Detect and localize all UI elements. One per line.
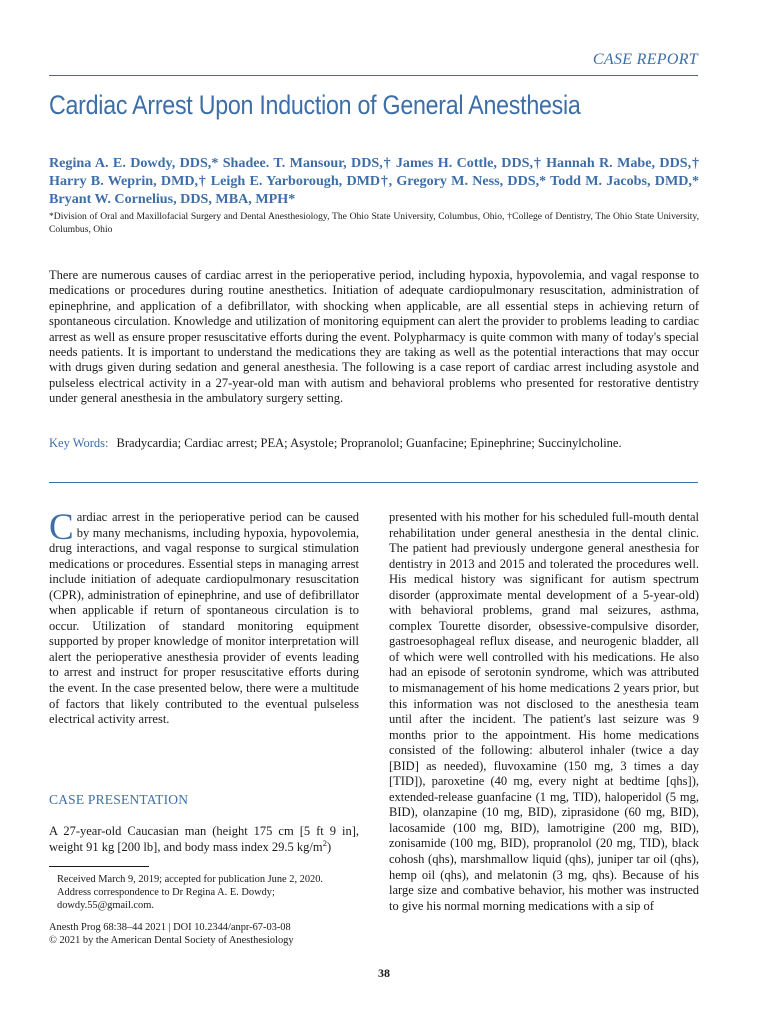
correspondence-note: Address correspondence to Dr Regina A. E. Dowdy; dowdy.55@gmail.com. bbox=[57, 887, 275, 911]
section-heading: CASE PRESENTATION bbox=[49, 792, 189, 807]
footnotes bbox=[49, 873, 359, 912]
keywords-list: Bradycardia; Cardiac arrest; PEA; Asystole; Propranolol; Guanfacine; Epinephrine; Succinylcholine. bbox=[116, 436, 622, 450]
abstract: There are numerous causes of cardiac arrest in the perioperative period, including hypoxia, hypovolemia, and vagal response to medications or procedures during routine anesthetics. Initiation of adequate cardiopulmonary resuscitation, administration of epinephrine, and application of a defibrillator, with shocking when applicable, are all essential steps in achieving return of spontaneous circulation. Knowledge and utilization of monitoring equipment can alert the provider to problems leading to cardiac arrest as well as ensure proper resuscitative efforts during the event. Polypharmacy is quite common with many of today's special needs patients. It is important to understand the medications they are taking as well as the potential interactions that may occur with drugs given during sedation and general anesthesia. The following is a case report of cardiac arrest including asystole and pulseless electrical activity in a 27-year-old man with autism and behavioral problems who presented for restorative dentistry under general anesthesia in the ambulatory surgery setting. bbox=[49, 268, 699, 406]
affiliations: *Division of Oral and Maxillofacial Surgery and Dental Anesthesiology, The Ohio State University, Columbus, Ohio, †College of Dentistry, The Ohio State University, Columbus, Ohio bbox=[49, 211, 699, 235]
drop-cap: C bbox=[49, 507, 74, 548]
article-title: Cardiac Arrest Upon Induction of General Anesthesia bbox=[49, 90, 581, 120]
footnote-rule bbox=[49, 866, 149, 867]
keywords-line bbox=[49, 436, 699, 451]
case-paragraph bbox=[49, 824, 359, 855]
intro-paragraph bbox=[49, 507, 359, 728]
intro-text: ardiac arrest in the perioperative period can be caused by many mechanisms, including hypoxia, hypovolemia, drug interactions, and vagal response to surgical stimulation medications or procedures. Essential steps in managing arrest include initiation of adequate cardiopulmonary resuscitation (CPR), administration of epinephrine, and use of defibrillator when applicable if return of spontaneous circulation is to occur. Utilization of standard monitoring equipment supported by proper knowledge of monitor interpretation will alert the perioperative anesthesia provider of events leading to arrest and instruct for proper resuscitative efforts during the event. In the case presented below, there were a multitude of factors that likely contributed to the eventual pulseless electrical activity arrest. bbox=[49, 510, 359, 727]
case-continuation: presented with his mother for his scheduled full-mouth dental rehabilitation under general anesthesia in the dental clinic. The patient had previously undergone general anesthesia for dentistry in 2013 and 2015 and tolerated the procedures well. His medical history was significant for autism spectrum disorder (approximate mental development of a 5-year-old) with behavioral problems, grand mal seizures, asthma, complex Tourette disorder, obsessive-compulsive disorder, gastroesophageal reflux disease, and neurogenic bladder, all of which were well controlled with his medications. He also had an episode of serotonin syndrome, which was attributed to mismanagement of his home medications 2 years prior, but this information was not disclosed to the anesthesia team until after the incident. The patient's last seizure was 9 months prior to the appointment. His home medications consisted of the following: albuterol inhaler (twice a day [BID] as needed), fluvoxamine (150 mg, 3 times a day [TID]), paroxetine (40 mg, every night at bedtime [qhs]), extended-release guanfacine (1 mg, TID), haloperidol (5 mg, BID), olanzapine (10 mg, BID), ziprasidone (60 mg, BID), lacosamide (100 mg, BID), lamotrigine (200 mg, BID), zonisamide (100 mg, BID), propranolol (20 mg, TID), black cohosh (qhs), marshmallow liquid (qhs), juniper tar oil (qhs), hemp oil (qhs), and melatonin (3 mg, qhs). Because of his large size and combative behavior, his mother was instructed to give his normal morning medications with a sip of bbox=[389, 510, 699, 913]
section-label: CASE REPORT bbox=[592, 51, 698, 68]
citation-line: Anesth Prog 68:38–44 2021 | DOI 10.2344/anpr-67-03-08 bbox=[49, 922, 291, 933]
superscript: 2 bbox=[322, 837, 327, 848]
abstract-rule bbox=[49, 482, 698, 483]
received-note: Received March 9, 2019; accepted for publication June 2, 2020. bbox=[57, 874, 324, 885]
author-list: Regina A. E. Dowdy, DDS,* Shadee. T. Mansour, DDS,† James H. Cottle, DDS,† Hannah R. Mabe, DDS,† Harry B. Weprin, DMD,† Leigh E. Yarborough, DMD†, Gregory M. Ness, DDS,* Todd M. Jacobs, DMD,* Bryant W. Cornelius, DDS, MBA, MPH* bbox=[49, 155, 699, 207]
keywords-label: Key Words: bbox=[49, 436, 109, 450]
header-rule bbox=[49, 75, 698, 76]
copyright-line: © 2021 by the American Dental Society of Anesthesiology bbox=[49, 935, 294, 946]
page-number: 38 bbox=[378, 966, 390, 980]
case-text-start: A 27-year-old Caucasian man (height 175 cm [5 ft 9 in], weight 91 kg [200 lb], and body mass index 29.5 kg/m bbox=[49, 824, 359, 854]
journal-info bbox=[49, 921, 359, 947]
case-text-end: ) bbox=[326, 839, 332, 854]
